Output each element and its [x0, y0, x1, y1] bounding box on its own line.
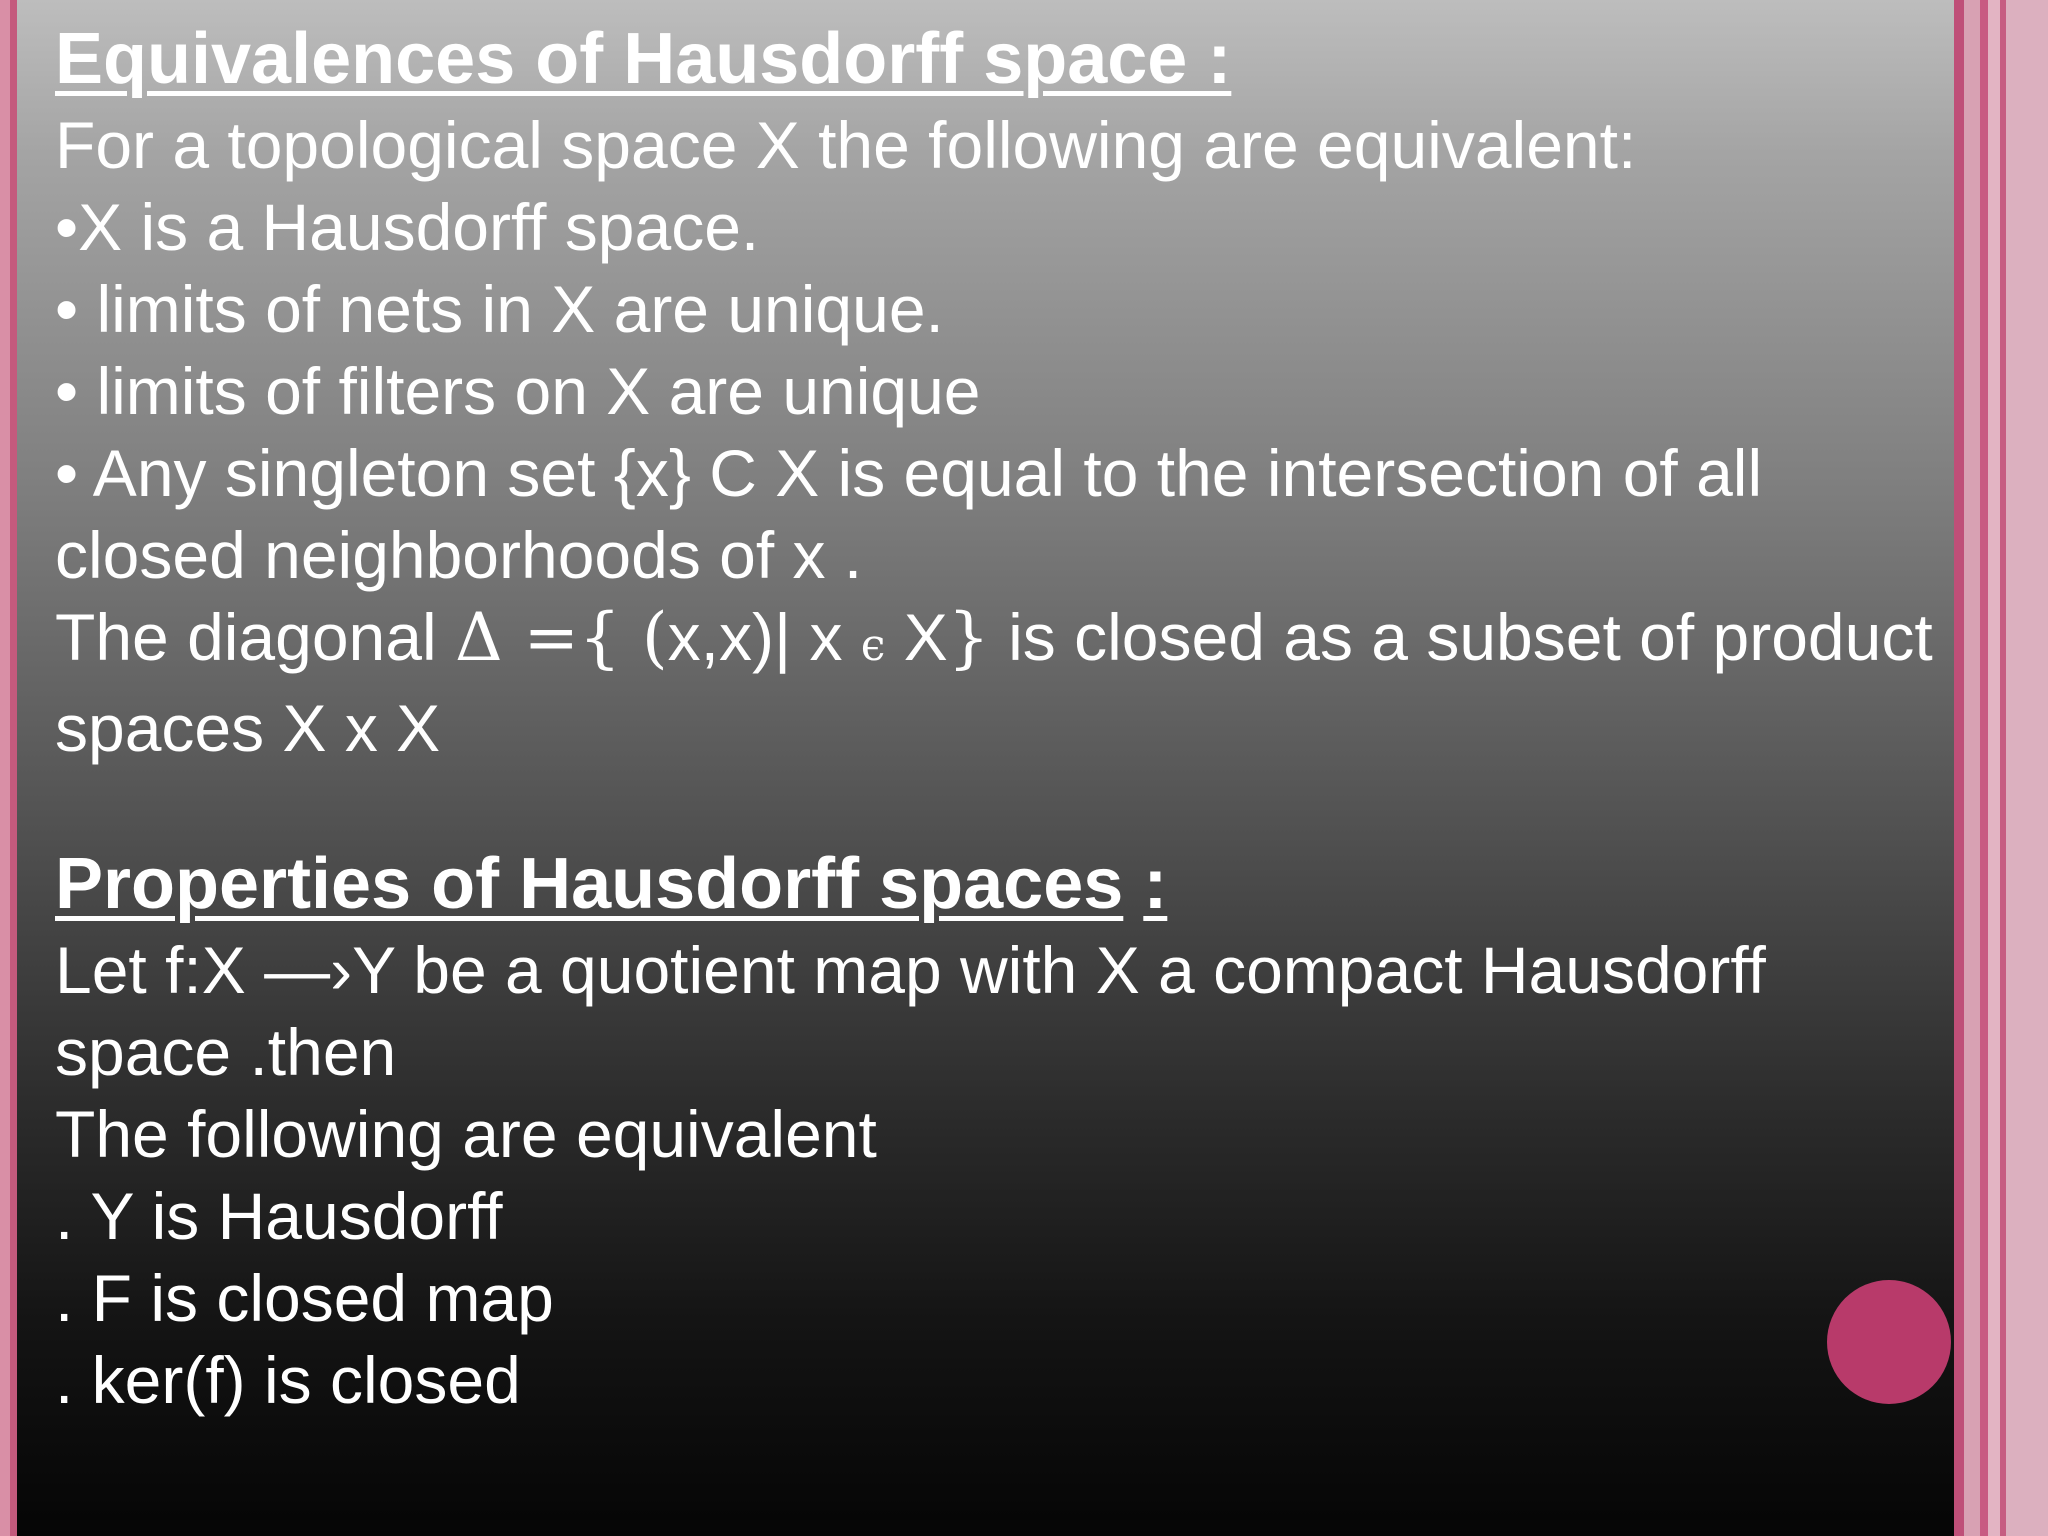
- diagonal-post: X: [885, 600, 948, 674]
- equivalence-item-2: • limits of nets in X are unique.: [55, 272, 944, 346]
- frame-stripe-right-a: [1954, 0, 1964, 1536]
- diagonal-tail: is closed as a subset of product: [989, 600, 1933, 674]
- frame-stripe-left-outer: [0, 0, 10, 1536]
- equivalence-item-4-cont: closed neighborhoods of x .: [55, 518, 863, 592]
- section2-heading-main: Properties of Hausdorff spaces: [55, 844, 1124, 924]
- equivalence-item-4: • Any singleton set {x} C X is equal to the intersection of all: [55, 436, 1763, 510]
- frame-stripe-right-d: [1988, 0, 2000, 1536]
- property-line-1: Let f:X —›Y be a quotient map with X a compact Hausdorff: [55, 933, 1766, 1007]
- diagonal-statement: [55, 596, 1945, 687]
- element-of-symbol: ϵ: [860, 620, 886, 671]
- property-line-4: . Y is Hausdorff: [55, 1179, 503, 1253]
- property-line-3: The following are equivalent: [55, 1097, 877, 1171]
- frame-stripe-right-c: [1980, 0, 1988, 1536]
- frame-stripe-right-f: [2006, 0, 2048, 1536]
- diagonal-math-close: }: [947, 599, 990, 676]
- equivalence-item-1: •X is a Hausdorff space.: [55, 190, 760, 264]
- property-line-2: space .then: [55, 1015, 397, 1089]
- property-line-6: . ker(f) is closed: [55, 1343, 521, 1417]
- section1-heading: Equivalences of Hausdorff space :: [55, 19, 1232, 99]
- frame-stripe-left-inner: [10, 0, 17, 1536]
- accent-circle: [1827, 1280, 1951, 1404]
- diagonal-statement-cont: spaces X x X: [55, 691, 441, 765]
- section2-heading-colon: :: [1143, 844, 1168, 924]
- frame-stripe-right-b: [1964, 0, 1980, 1536]
- section1-intro: For a topological space X the following are equivalent:: [55, 108, 1637, 182]
- section2-heading: [55, 839, 1945, 929]
- diagonal-math-open: Δ ={ (: [454, 599, 668, 676]
- diagonal-pre: The diagonal: [55, 600, 455, 674]
- equivalence-item-3: • limits of filters on X are unique: [55, 354, 981, 428]
- property-line-5: . F is closed map: [55, 1261, 554, 1335]
- diagonal-mid: x,x)| x: [667, 600, 861, 674]
- slide-content: [55, 14, 1945, 1421]
